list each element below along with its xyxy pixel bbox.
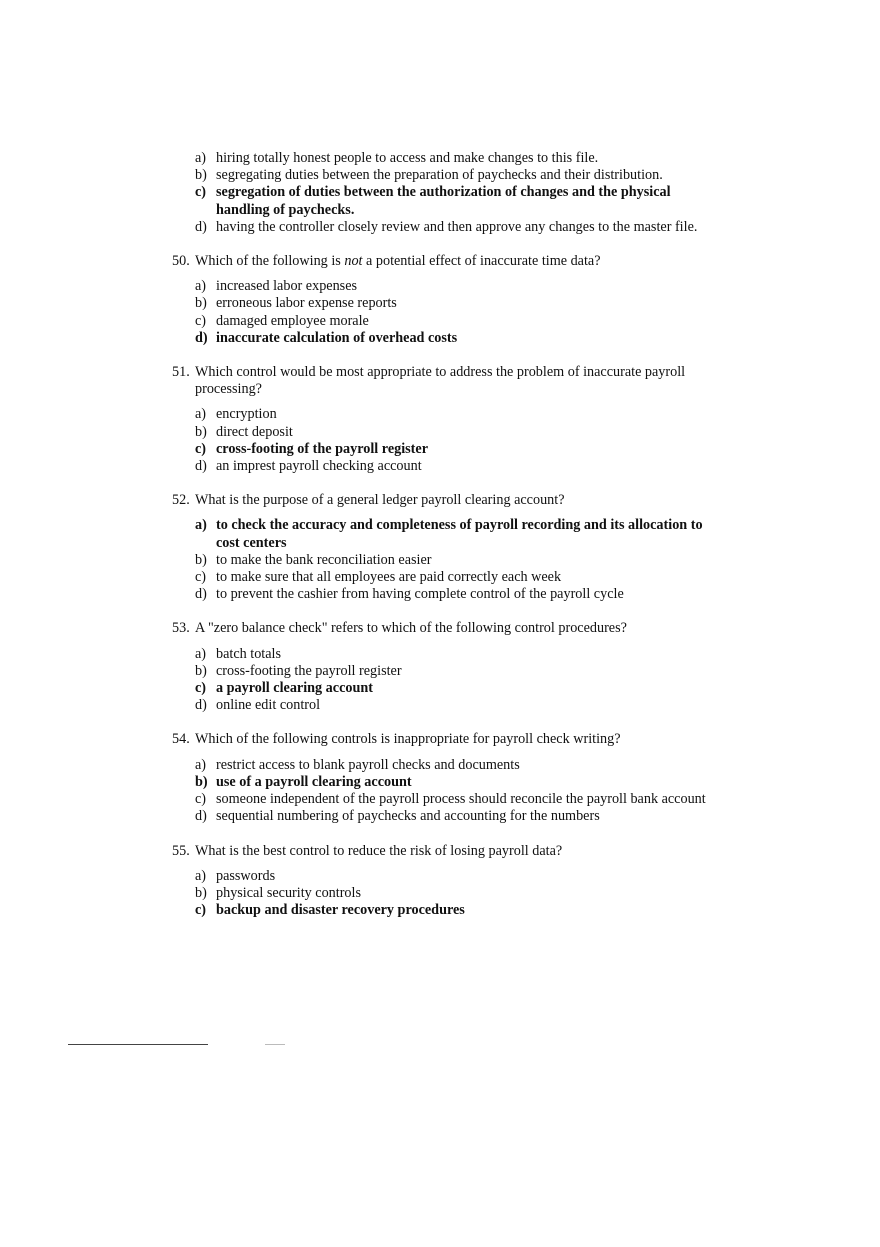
question-number: 51.	[172, 364, 190, 381]
option-letter: d)	[195, 697, 207, 714]
question-text: Which control would be most appropriate to address the problem of inaccurate payroll processing?	[195, 364, 686, 398]
question-text: Which of the following controls is inappropriate for payroll check writing?	[195, 731, 621, 748]
question-text-emphasis: not	[344, 253, 363, 270]
option-text: to check the accuracy and completeness of payroll recording and its allocation to cost centers	[216, 517, 703, 551]
question-number: 53.	[172, 620, 190, 637]
answer-option	[195, 458, 712, 475]
question-block	[172, 150, 712, 236]
option-letter: b)	[195, 773, 208, 790]
answer-option	[195, 278, 712, 295]
question-number: 52.	[172, 492, 190, 509]
question-list	[172, 150, 712, 919]
question-block	[172, 253, 712, 347]
option-text: someone independent of the payroll process should reconcile the payroll bank account	[216, 791, 706, 808]
option-text: to prevent the cashier from having complete control of the payroll cycle	[216, 586, 624, 603]
correct-answer-option	[195, 517, 712, 551]
option-text: segregating duties between the preparation of paychecks and their distribution.	[216, 167, 663, 184]
correct-answer-option	[195, 774, 712, 791]
option-letter: a)	[195, 867, 207, 884]
answer-option	[195, 586, 712, 603]
answer-option	[195, 424, 712, 441]
question	[172, 364, 712, 398]
option-text: to make sure that all employees are paid correctly each week	[216, 569, 562, 586]
answer-option	[195, 808, 712, 825]
footnote-artifact	[265, 1044, 285, 1045]
answer-option	[195, 552, 712, 569]
question-block	[172, 731, 712, 825]
answer-option	[195, 406, 712, 423]
correct-answer-option	[195, 680, 712, 697]
question-text: What is the purpose of a general ledger payroll clearing account?	[195, 492, 565, 509]
option-letter: a)	[195, 406, 207, 423]
question-number: 54.	[172, 731, 190, 748]
correct-answer-option	[195, 441, 712, 458]
option-letter: c)	[195, 680, 207, 697]
question-number: 50.	[172, 253, 190, 270]
question-number: 55.	[172, 842, 190, 859]
option-letter: b)	[195, 295, 207, 312]
question-text-part: Which of the following is	[195, 253, 345, 270]
option-letter: d)	[195, 218, 207, 235]
question-block	[172, 620, 712, 714]
answer-option	[195, 791, 712, 808]
question	[172, 843, 712, 860]
question-text: A "zero balance check" refers to which of the following control procedures?	[195, 620, 627, 637]
option-text: a payroll clearing account	[216, 680, 373, 697]
option-text: hiring totally honest people to access and make changes to this file.	[216, 150, 599, 166]
answer-option	[195, 697, 712, 714]
option-text: cross-footing the payroll register	[216, 662, 402, 679]
answer-option	[195, 646, 712, 663]
question	[172, 492, 712, 509]
option-letter: c)	[195, 184, 207, 201]
options-list	[172, 150, 712, 236]
option-letter: a)	[195, 756, 207, 773]
option-text: physical security controls	[216, 884, 361, 901]
correct-answer-option	[195, 330, 712, 347]
option-letter: c)	[195, 312, 207, 329]
answer-option	[195, 885, 712, 902]
answer-option	[195, 868, 712, 885]
option-letter: c)	[195, 791, 207, 808]
option-letter: d)	[195, 458, 207, 475]
option-text: batch totals	[216, 645, 282, 662]
option-letter: b)	[195, 551, 207, 568]
options-list	[172, 757, 712, 826]
option-text: having the controller closely review and then approve any changes to the master file.	[216, 218, 698, 235]
option-letter: c)	[195, 902, 207, 919]
option-letter: c)	[195, 440, 207, 457]
question-text	[195, 253, 601, 270]
question-block	[172, 843, 712, 920]
answer-option	[195, 150, 712, 167]
option-text: increased labor expenses	[216, 278, 358, 295]
option-text: backup and disaster recovery procedures	[216, 902, 465, 919]
question-block	[172, 364, 712, 475]
options-list	[172, 406, 712, 475]
answer-option	[195, 313, 712, 330]
option-letter: d)	[195, 808, 207, 825]
question	[172, 253, 712, 270]
answer-option	[195, 167, 712, 184]
option-letter: b)	[195, 167, 207, 184]
options-list	[172, 646, 712, 715]
option-letter: a)	[195, 278, 207, 295]
question	[172, 731, 712, 748]
option-text: erroneous labor expense reports	[216, 295, 397, 312]
option-letter: a)	[195, 645, 207, 662]
option-letter: a)	[195, 517, 207, 534]
correct-answer-option	[195, 184, 712, 218]
question	[172, 620, 712, 637]
option-text: to make the bank reconciliation easier	[216, 551, 432, 568]
option-text: restrict access to blank payroll checks and documents	[216, 756, 520, 773]
option-text: cross-footing of the payroll register	[216, 440, 428, 457]
answer-option	[195, 295, 712, 312]
option-letter: d)	[195, 586, 207, 603]
option-letter: d)	[195, 329, 208, 346]
options-list	[172, 278, 712, 347]
option-text: encryption	[216, 406, 277, 423]
option-letter: c)	[195, 569, 207, 586]
correct-answer-option	[195, 902, 712, 919]
question-text: What is the best control to reduce the risk of losing payroll data?	[195, 842, 563, 859]
options-list	[172, 868, 712, 920]
option-text: online edit control	[216, 697, 321, 714]
options-list	[172, 517, 712, 603]
option-text: passwords	[216, 867, 276, 884]
answer-option	[195, 757, 712, 774]
answer-option	[195, 663, 712, 680]
option-text: direct deposit	[216, 423, 293, 440]
option-letter: b)	[195, 662, 207, 679]
option-text: an imprest payroll checking account	[216, 458, 422, 475]
option-text: use of a payroll clearing account	[216, 773, 412, 790]
option-text: sequential numbering of paychecks and accounting for the numbers	[216, 808, 600, 825]
answer-option	[195, 219, 712, 236]
option-text: inaccurate calculation of overhead costs	[216, 329, 458, 346]
footnote-divider	[68, 1044, 208, 1045]
option-text: segregation of duties between the authorization of changes and the physical handling of paychecks.	[216, 184, 671, 218]
option-letter: a)	[195, 150, 207, 166]
question-text-part: a potential effect of inaccurate time data?	[362, 253, 601, 270]
question-block	[172, 492, 712, 603]
answer-option	[195, 569, 712, 586]
option-letter: b)	[195, 423, 207, 440]
option-letter: b)	[195, 884, 207, 901]
option-text: damaged employee morale	[216, 312, 369, 329]
